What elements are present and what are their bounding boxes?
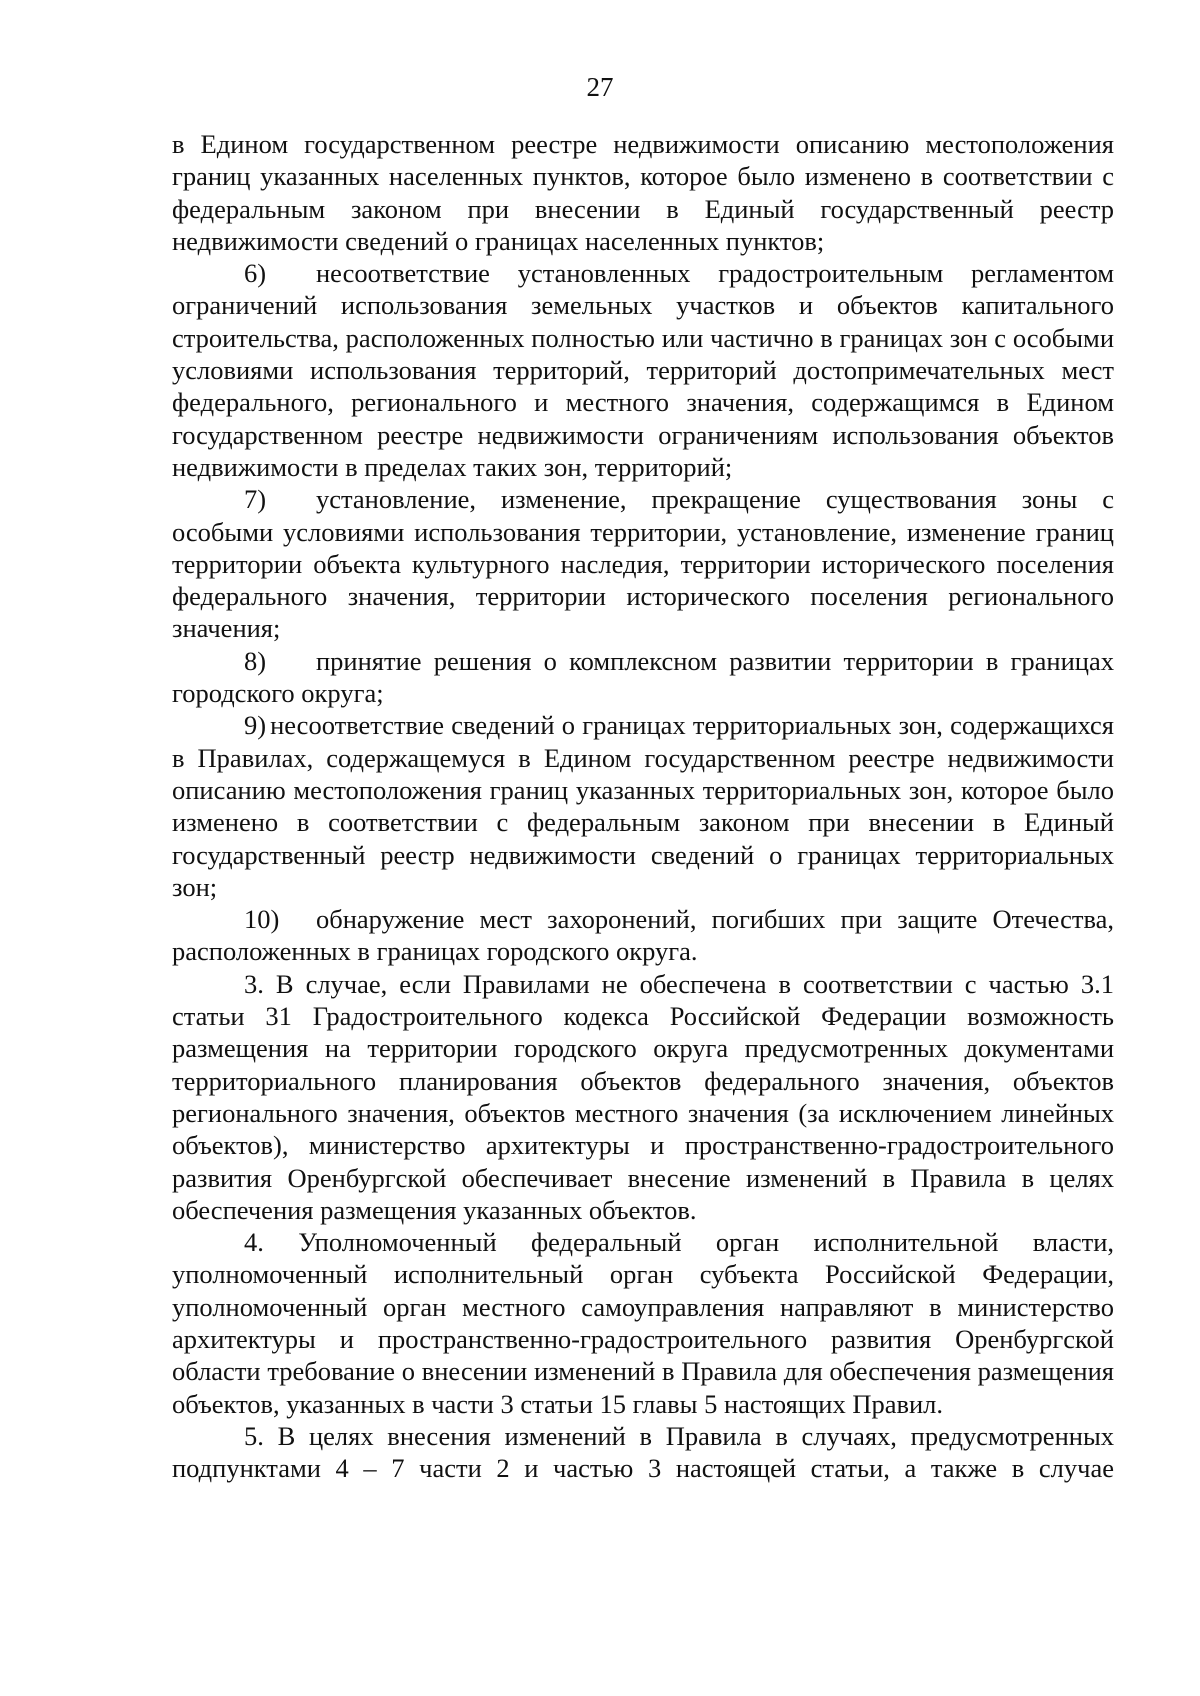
list-item-number: 9) — [244, 710, 267, 741]
list-item-6 — [172, 257, 1114, 483]
list-item-text: принятие решения о комплексном развитии территории в границах городского округа; — [172, 645, 1114, 709]
list-item-8 — [172, 645, 1114, 710]
list-item-9 — [172, 709, 1114, 903]
page-number: 27 — [586, 72, 614, 102]
paragraph-5: 5. В целях внесения изменений в Правила в случаях, предусмотренных подпунктами 4 – 7 части 2 и частью 3 настоящей статьи, а также в случае — [172, 1420, 1114, 1484]
document-body — [172, 128, 1114, 1484]
list-item-text: обнаружение мест захоронений, погибших при защите Отечества, расположенных в границах городского округа. — [172, 904, 1114, 967]
continuation-paragraph: в Едином государственном реестре недвижимости описанию местоположения границ указанных населенных пунктов, которое было изменено в соответствии с федеральным законом при внесении в Единый государственный реестр недвижимости сведений о границах населенных пунктов; — [172, 129, 1114, 256]
paragraph-4: 4. Уполномоченный федеральный орган исполнительной власти, уполномоченный исполнительный орган субъекта Российской Федерации, уполномоченный орган местного самоуправления направляют в министерство архитектуры и пространственно-градостроительного развития Оренбургской области требование о внесении изменений в Правила для обеспечения размещения объектов, указанных в части 3 статьи 15 главы 5 настоящих Правил. — [172, 1227, 1114, 1419]
list-item-text: несоответствие сведений о границах территориальных зон, содержащихся в Правилах, содержащемуся в Едином государственном реестре недвижимости описанию местоположения границ указанных территориальных зон, которое было изменено в соответствии с федеральным законом при внесении в Единый государственный реестр недвижимости сведений о границах территориальных зон; — [172, 710, 1114, 902]
list-item-10 — [172, 903, 1114, 968]
list-item-number: 7) — [244, 484, 267, 515]
list-item-number: 6) — [244, 258, 267, 289]
list-item-number: 8) — [244, 645, 267, 676]
list-item-text: несоответствие установленных градостроительным регламентом ограничений использования земельных участков и объектов капитального строительства, расположенных полностью или частично в границах зон с особыми условиями использования территорий, территорий достопримечательных мест федерального, регионального и местного значения, содержащимся в Едином государственном реестре недвижимости ограничениям использования объектов недвижимости в пределах таких зон, территорий; — [172, 258, 1114, 482]
list-item-text: установление, изменение, прекращение существования зоны с особыми условиями использования территории, установление, изменение границ территории объекта культурного наследия, территории исторического поселения федерального значения, территории исторического поселения регионального значения; — [172, 484, 1114, 644]
paragraph-3: 3. В случае, если Правилами не обеспечена в соответствии с частью 3.1 статьи 31 Градостроительного кодекса Российской Федерации возможность размещения на территории городского округа предусмотренных документами территориального планирования объектов федерального значения, объектов регионального значения, объектов местного значения (за исключением линейных объектов), министерство архитектуры и пространственно-градостроительного развития Оренбургской обеспечивает внесение изменений в Правила в целях обеспечения размещения указанных объектов. — [172, 968, 1114, 1225]
list-item-7 — [172, 483, 1114, 644]
list-item-number: 10) — [244, 904, 280, 935]
